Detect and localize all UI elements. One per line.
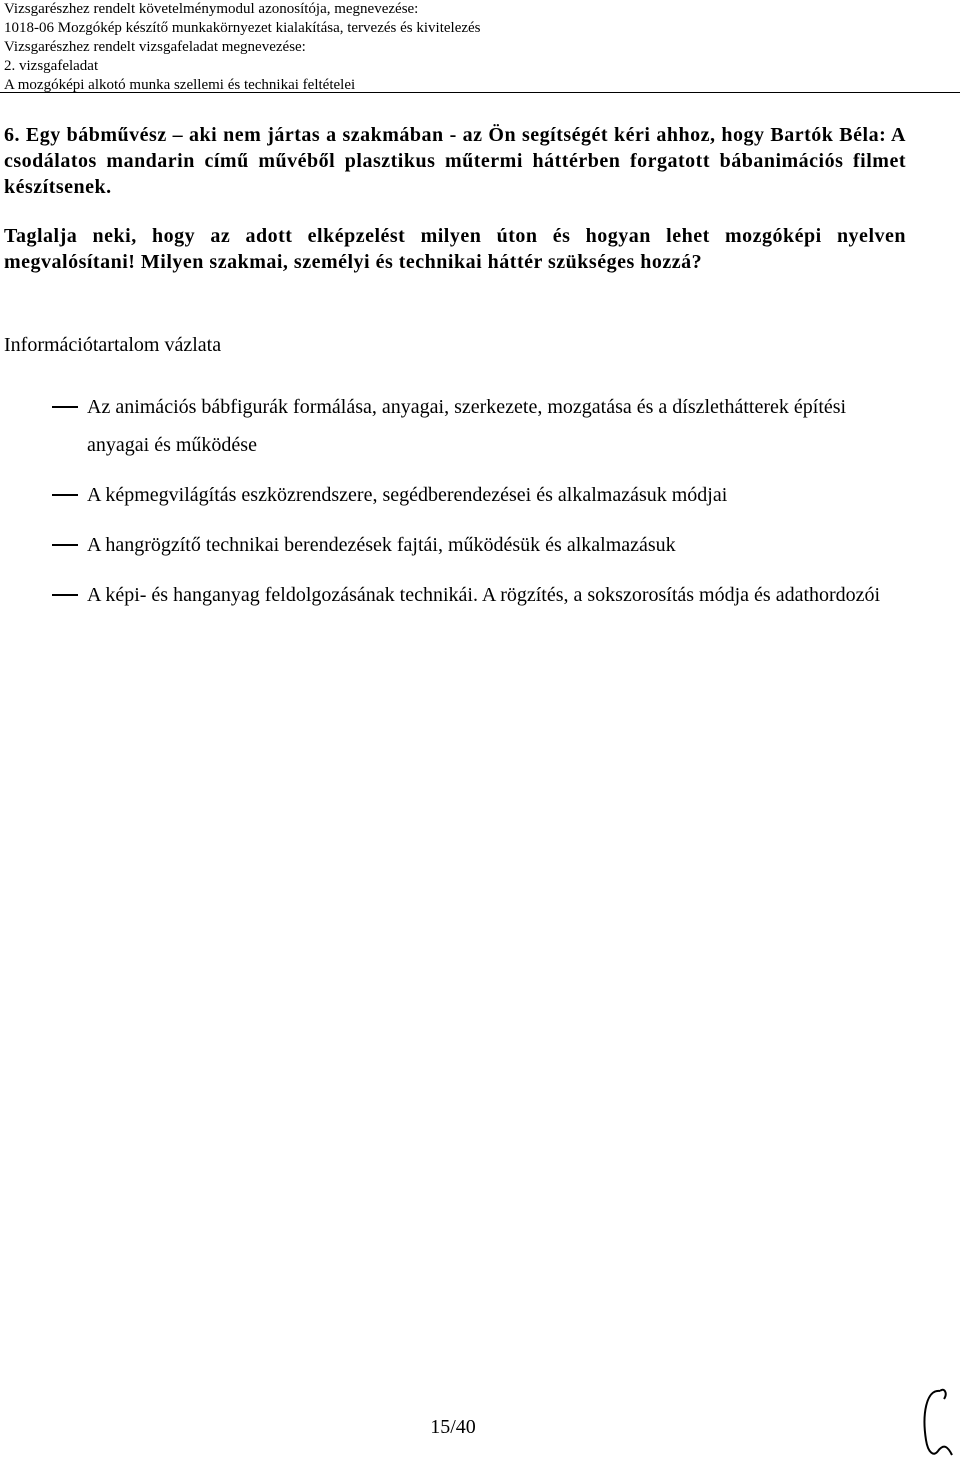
list-item: [52, 388, 912, 464]
dash-bullet: [52, 494, 78, 496]
dash-bullet: [52, 594, 78, 596]
page-header: [4, 0, 481, 95]
list-item-text: A hangrögzítő technikai berendezések fajtái, működésük és alkalmazásuk: [87, 534, 676, 556]
header-line: 2. vizsgafeladat: [4, 58, 99, 74]
list-item: [52, 526, 912, 564]
task-statement: [4, 122, 906, 275]
task-paragraph: 6. Egy bábművész – aki nem jártas a szakmában - az Ön segítségét kéri ahhoz, hogy Bartók Béla: A csodálatos mandarin című művéből plasztikus műtermi háttérben forgatott bábanimációs filmet készítsenek.: [4, 124, 906, 198]
header-divider: [0, 92, 960, 93]
header-line: Vizsgarészhez rendelt vizsgafeladat megnevezése:: [4, 39, 306, 55]
header-line: Vizsgarészhez rendelt követelménymodul azonosítója, megnevezése:: [4, 1, 419, 17]
list-item-text: A képmegvilágítás eszközrendszere, segédberendezései és alkalmazásuk módjai: [87, 484, 728, 506]
header-line: 1018-06 Mozgókép készítő munkakörnyezet kialakítása, tervezés és kivitelezés: [4, 20, 481, 36]
header-line: A mozgóképi alkotó munka szellemi és technikai feltételei: [4, 77, 356, 93]
outline-list: [52, 388, 912, 626]
list-item: [52, 576, 912, 614]
dash-bullet: [52, 406, 78, 408]
outline-title: Információtartalom vázlata: [4, 334, 222, 356]
page-number: 15/40: [430, 1416, 476, 1438]
signature-mark: [918, 1385, 958, 1460]
dash-bullet: [52, 544, 78, 546]
list-item-text: Az animációs bábfigurák formálása, anyagai, szerkezete, mozgatása és a díszlethátterek építési anyagai és működése: [87, 396, 847, 456]
list-item: [52, 476, 912, 514]
list-item-text: A képi- és hanganyag feldolgozásának technikái. A rögzítés, a sokszorosítás módja és adathordozói: [87, 584, 881, 606]
task-paragraph: Taglalja neki, hogy az adott elképzelést milyen úton és hogyan lehet mozgóképi nyelven megvalósítani! Milyen szakmai, személyi és technikai háttér szükséges hozzá?: [4, 225, 906, 273]
